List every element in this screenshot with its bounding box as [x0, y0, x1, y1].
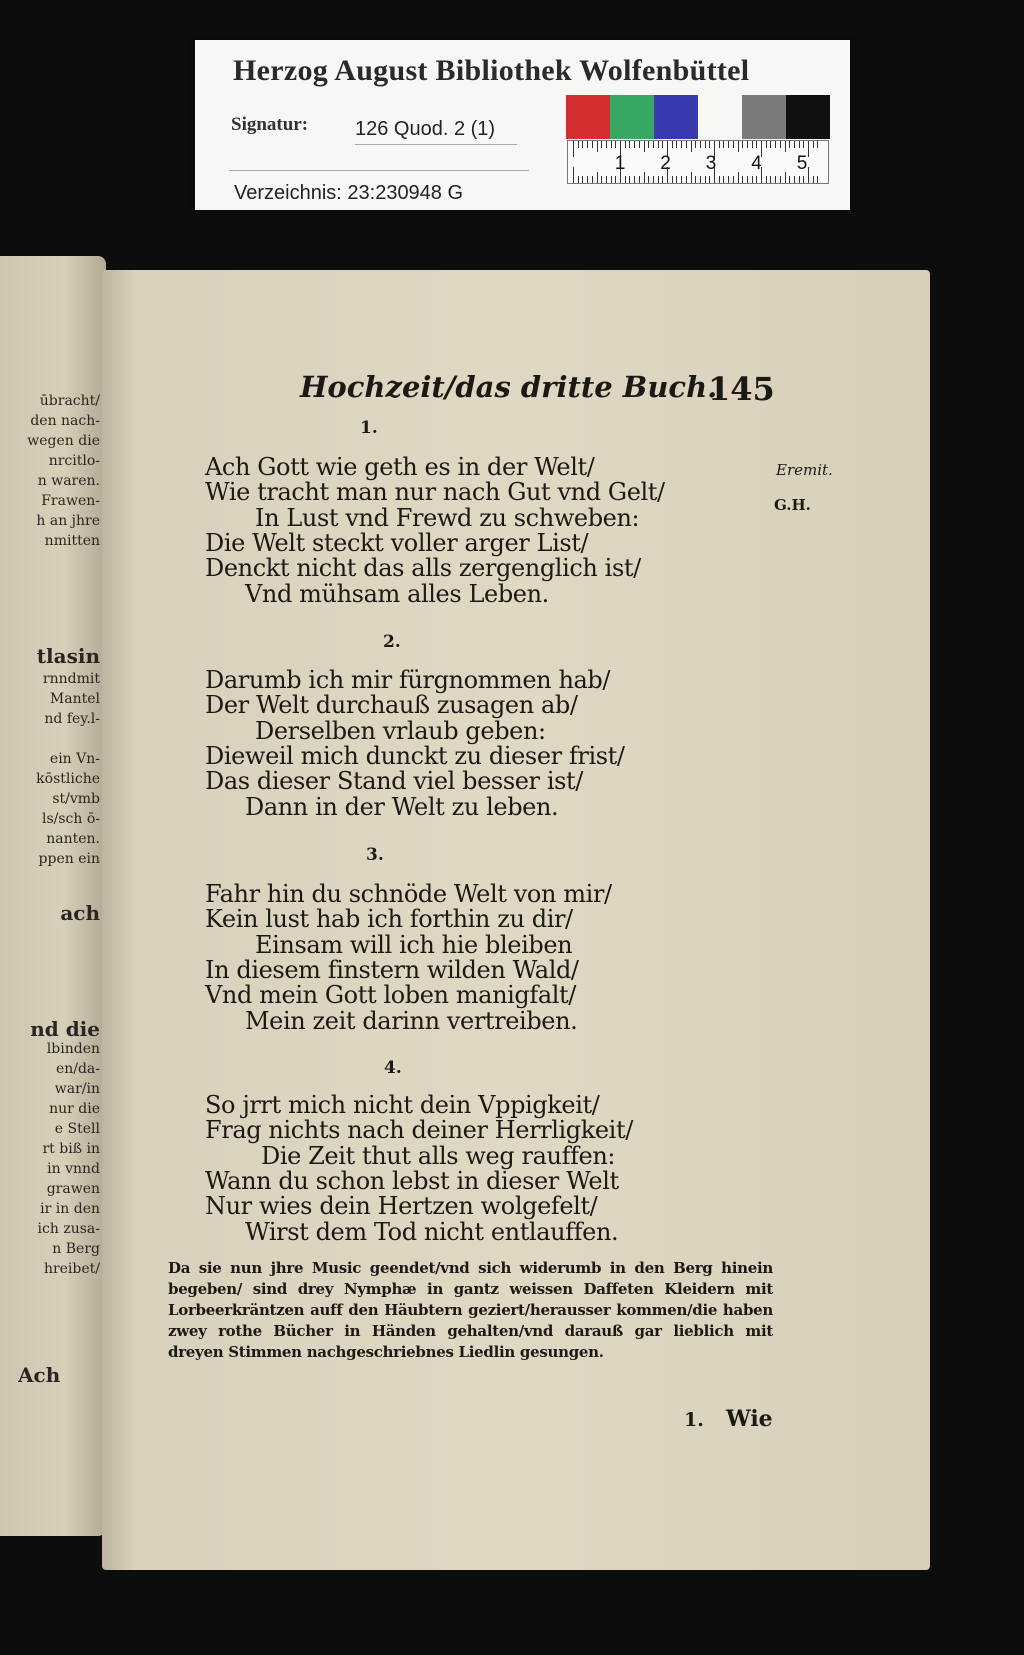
ruler-tick [648, 141, 649, 148]
ruler-tick [752, 176, 753, 183]
verse-line: In diesem finstern wilden Wald/ [205, 955, 579, 984]
facing-page-text-fragment: h an jhre [36, 513, 100, 529]
ruler-tick [789, 141, 790, 148]
facing-page-text-fragment: n waren. [37, 473, 100, 489]
verse-line: Vnd mein Gott loben manigfalt/ [205, 981, 576, 1010]
ruler-tick [578, 176, 579, 183]
verse-line: Die Zeit thut alls weg rauffen: [261, 1141, 616, 1170]
color-swatch [566, 95, 610, 139]
ruler-tick [573, 167, 574, 183]
verse-line: Derselben vrlaub geben: [255, 716, 546, 745]
ruler-tick [808, 141, 809, 157]
library-name: Herzog August Bibliothek Wolfenbüttel [233, 54, 750, 87]
ruler-tick [709, 141, 710, 148]
ruler-tick [582, 176, 583, 183]
verse-line: Fahr hin du schnöde Welt von mir/ [205, 880, 612, 908]
color-swatch [654, 95, 698, 139]
prose-paragraph: Da sie nun jhre Music geendet/vnd sich widerumb in den Berg hinein begeben/ sind drey Nymphæ in gantz weissen Daffeten Kleidern mit Lorbeerkräntzen auff den Häubtern geziert/herausser kommen/die haben zwey rothe Bücher in Händen gehalten/vnd darauß gar lieblich mit dreyen Stimmen nachgeschriebnes Liedlin gesungen. [168, 1259, 773, 1361]
ruler-tick [770, 141, 771, 148]
ruler-tick [672, 141, 673, 148]
ruler-tick [676, 176, 677, 183]
ruler-tick [723, 141, 724, 148]
color-swatch [742, 95, 786, 139]
verse-line: Nur wies dein Hertzen wolgefelt/ [205, 1192, 598, 1221]
library-label-card [195, 40, 850, 210]
facing-page-text-fragment: nanten. [46, 831, 100, 847]
ruler-tick [799, 141, 800, 148]
facing-page-text-fragment: nd fey.l- [44, 711, 100, 727]
verzeichnis-rule [229, 170, 529, 171]
ruler-tick [700, 176, 701, 183]
ruler-tick [756, 176, 757, 183]
facing-page-text-fragment: n Berg [52, 1241, 100, 1257]
facing-page-text-fragment: st/vmb [52, 791, 100, 807]
facing-page-text-fragment: grawen [46, 1181, 100, 1197]
ruler-tick [733, 176, 734, 183]
ruler-tick [719, 141, 720, 148]
verse-line: Denckt nicht das alls zergenglich ist/ [205, 554, 641, 583]
catchword: Wie [726, 1406, 773, 1432]
ruler-tick [775, 176, 776, 183]
ruler-tick [662, 176, 663, 183]
facing-page-text-fragment: war/in [54, 1081, 100, 1097]
ruler-tick [597, 141, 598, 152]
ruler-tick [582, 141, 583, 148]
facing-page-text-fragment: nd die [30, 1019, 100, 1039]
ruler-tick [785, 172, 786, 183]
ruler-tick [733, 141, 734, 148]
ruler-tick [695, 141, 696, 148]
ruler-tick [592, 141, 593, 148]
facing-page-text-fragment: den nach- [30, 413, 100, 429]
ruler-number: 3 [705, 153, 717, 174]
marginal-note-gh: G.H. [774, 496, 811, 514]
running-head: Hochzeit/das dritte Buch. [300, 370, 718, 404]
stanza-number: 4. [384, 1058, 402, 1078]
ruler-tick [705, 176, 706, 183]
ruler-tick [817, 141, 818, 148]
ruler-tick [709, 176, 710, 183]
facing-page-text-fragment: en/da- [55, 1061, 100, 1077]
ruler-tick [676, 141, 677, 148]
stanza-number: 3. [366, 845, 384, 865]
facing-page-text-fragment: hreibet/ [43, 1261, 100, 1277]
color-swatch [698, 95, 742, 139]
facing-page-text-fragment: Mantel [49, 691, 100, 707]
verse-line: Dieweil mich dunckt zu dieser frist/ [205, 741, 625, 770]
facing-page-text-fragment: kōstliche [36, 771, 100, 787]
ruler-tick [681, 176, 682, 183]
ruler-tick [629, 141, 630, 148]
ruler-tick [592, 176, 593, 183]
ruler-tick [747, 176, 748, 183]
ruler-tick [794, 141, 795, 148]
ruler-tick [695, 176, 696, 183]
facing-page-text-fragment: ach [60, 903, 100, 923]
verse-line: Wie tracht man nur nach Gut vnd Gelt/ [205, 478, 665, 507]
facing-page-text-fragment: nrcitlo- [48, 453, 100, 469]
facing-page-text-fragment: tlasin [36, 646, 100, 666]
ruler-tick [742, 176, 743, 183]
verse-line: Darumb ich mir fürgnommen hab/ [205, 666, 611, 694]
ruler-tick [686, 141, 687, 148]
facing-page-text-fragment: wegen die [27, 433, 100, 449]
ruler-tick [644, 141, 645, 152]
ruler-tick [794, 176, 795, 183]
ruler-tick [752, 141, 753, 148]
ruler-tick [738, 172, 739, 183]
ruler-tick [817, 176, 818, 183]
ruler-tick [770, 176, 771, 183]
verse-line: Ach Gott wie geth es in der Welt/ [205, 453, 595, 481]
verzeichnis-value: Verzeichnis: 23:230948 G [234, 182, 464, 204]
facing-page-text-fragment: Ach [18, 1365, 61, 1385]
ruler-tick [615, 176, 616, 183]
ruler-tick [653, 141, 654, 148]
ruler-tick [639, 141, 640, 148]
scale-ruler [567, 140, 829, 184]
ruler-tick [629, 176, 630, 183]
stanza-number: 1. [360, 418, 378, 438]
ruler-tick [789, 176, 790, 183]
ruler-tick [780, 176, 781, 183]
ruler-tick [634, 141, 635, 148]
color-swatch [610, 95, 654, 139]
ruler-tick [648, 176, 649, 183]
verse-line: In Lust vnd Frewd zu schweben: [255, 503, 640, 532]
ruler-tick [597, 172, 598, 183]
ruler-tick [756, 141, 757, 148]
ruler-tick [681, 141, 682, 148]
ruler-tick [658, 176, 659, 183]
ruler-tick [662, 141, 663, 148]
ruler-tick [625, 141, 626, 148]
ruler-tick [601, 176, 602, 183]
facing-page-text-fragment: ir in den [40, 1201, 100, 1217]
ruler-tick [728, 176, 729, 183]
ruler-tick [653, 176, 654, 183]
marginal-note-eremit: Eremit. [776, 461, 833, 479]
facing-page-text-fragment: ūbracht/ [39, 393, 100, 409]
facing-page-text-fragment: e Stell [54, 1121, 100, 1137]
ruler-tick [573, 141, 574, 157]
ruler-tick [705, 141, 706, 148]
ruler-tick [587, 176, 588, 183]
ruler-tick [723, 176, 724, 183]
ruler-tick [587, 141, 588, 148]
verse-line: Das dieser Stand viel besser ist/ [205, 767, 583, 796]
ruler-tick [738, 141, 739, 152]
ruler-tick [672, 176, 673, 183]
ruler-tick [766, 176, 767, 183]
ruler-tick [611, 176, 612, 183]
verse-line: Wirst dem Tod nicht entlauffen. [245, 1217, 619, 1246]
page-number: 145 [708, 370, 775, 408]
ruler-tick [601, 141, 602, 148]
verse-line: Kein lust hab ich forthin zu dir/ [205, 905, 573, 934]
ruler-tick [803, 176, 804, 183]
catchword-number: 1. [684, 1409, 704, 1431]
verse-line: Vnd mühsam alles Leben. [245, 579, 549, 608]
color-swatch [786, 95, 830, 139]
ruler-tick [700, 141, 701, 148]
ruler-tick [691, 141, 692, 152]
verse-line: Wann du schon lebst in dieser Welt [205, 1166, 619, 1195]
ruler-tick [658, 141, 659, 148]
facing-page-text-fragment: nmitten [44, 533, 100, 549]
verse-line: Die Welt steckt voller arger List/ [205, 528, 589, 557]
facing-page-text-fragment: rnndmit [42, 671, 100, 687]
facing-page-text-fragment: ls/sch ō- [41, 811, 100, 827]
ruler-tick [742, 141, 743, 148]
verse-line: Frag nichts nach deiner Herrligkeit/ [205, 1116, 633, 1145]
ruler-tick [611, 141, 612, 148]
signatur-underline [355, 144, 517, 145]
ruler-tick [813, 141, 814, 148]
ruler-tick [766, 141, 767, 148]
facing-page-text-fragment: ich zusa- [37, 1221, 100, 1237]
ruler-number: 4 [751, 153, 762, 174]
facing-page-text-fragment: ppen ein [38, 851, 100, 867]
ruler-tick [606, 141, 607, 148]
signatur-value: 126 Quod. 2 (1) [355, 118, 496, 140]
ruler-tick [785, 141, 786, 152]
ruler-tick [615, 141, 616, 148]
verse-line: Der Welt durchauß zusagen ab/ [205, 691, 578, 720]
facing-page-text-fragment: lbinden [46, 1041, 100, 1057]
ruler-tick [686, 176, 687, 183]
facing-page-text-fragment: nur die [49, 1101, 100, 1117]
stanza-number: 2. [383, 632, 401, 652]
ruler-tick [606, 176, 607, 183]
ruler-tick [644, 172, 645, 183]
ruler-tick [634, 176, 635, 183]
ruler-tick [691, 172, 692, 183]
facing-page-text-fragment: rt biß in [42, 1141, 100, 1157]
verse-line: Mein zeit darinn vertreiben. [245, 1006, 578, 1035]
ruler-tick [775, 141, 776, 148]
ruler-tick [747, 141, 748, 148]
ruler-tick [780, 141, 781, 148]
ruler-number: 2 [660, 153, 671, 174]
ruler-number: 5 [796, 153, 808, 174]
facing-page-text-fragment: Frawen- [41, 493, 100, 509]
verse-line: So jrrt mich nicht dein Vppigkeit/ [205, 1091, 600, 1119]
ruler-tick [578, 141, 579, 148]
ruler-tick [803, 141, 804, 148]
ruler-tick [719, 176, 720, 183]
ruler-tick [813, 176, 814, 183]
ruler-tick [625, 176, 626, 183]
color-calibration-strip [566, 95, 830, 139]
verse-line: Einsam will ich hie bleiben [255, 930, 573, 959]
facing-page-text-fragment: ein Vn- [49, 751, 100, 767]
ruler-tick [799, 176, 800, 183]
ruler-tick [728, 141, 729, 148]
facing-page-left [0, 256, 106, 1536]
ruler-number: 1 [614, 153, 626, 174]
ruler-tick [639, 176, 640, 183]
signatur-label: Signatur: [231, 114, 309, 135]
verse-line: Dann in der Welt zu leben. [245, 792, 559, 821]
facing-page-text-fragment: in vnnd [47, 1161, 100, 1177]
ruler-tick [808, 167, 809, 183]
